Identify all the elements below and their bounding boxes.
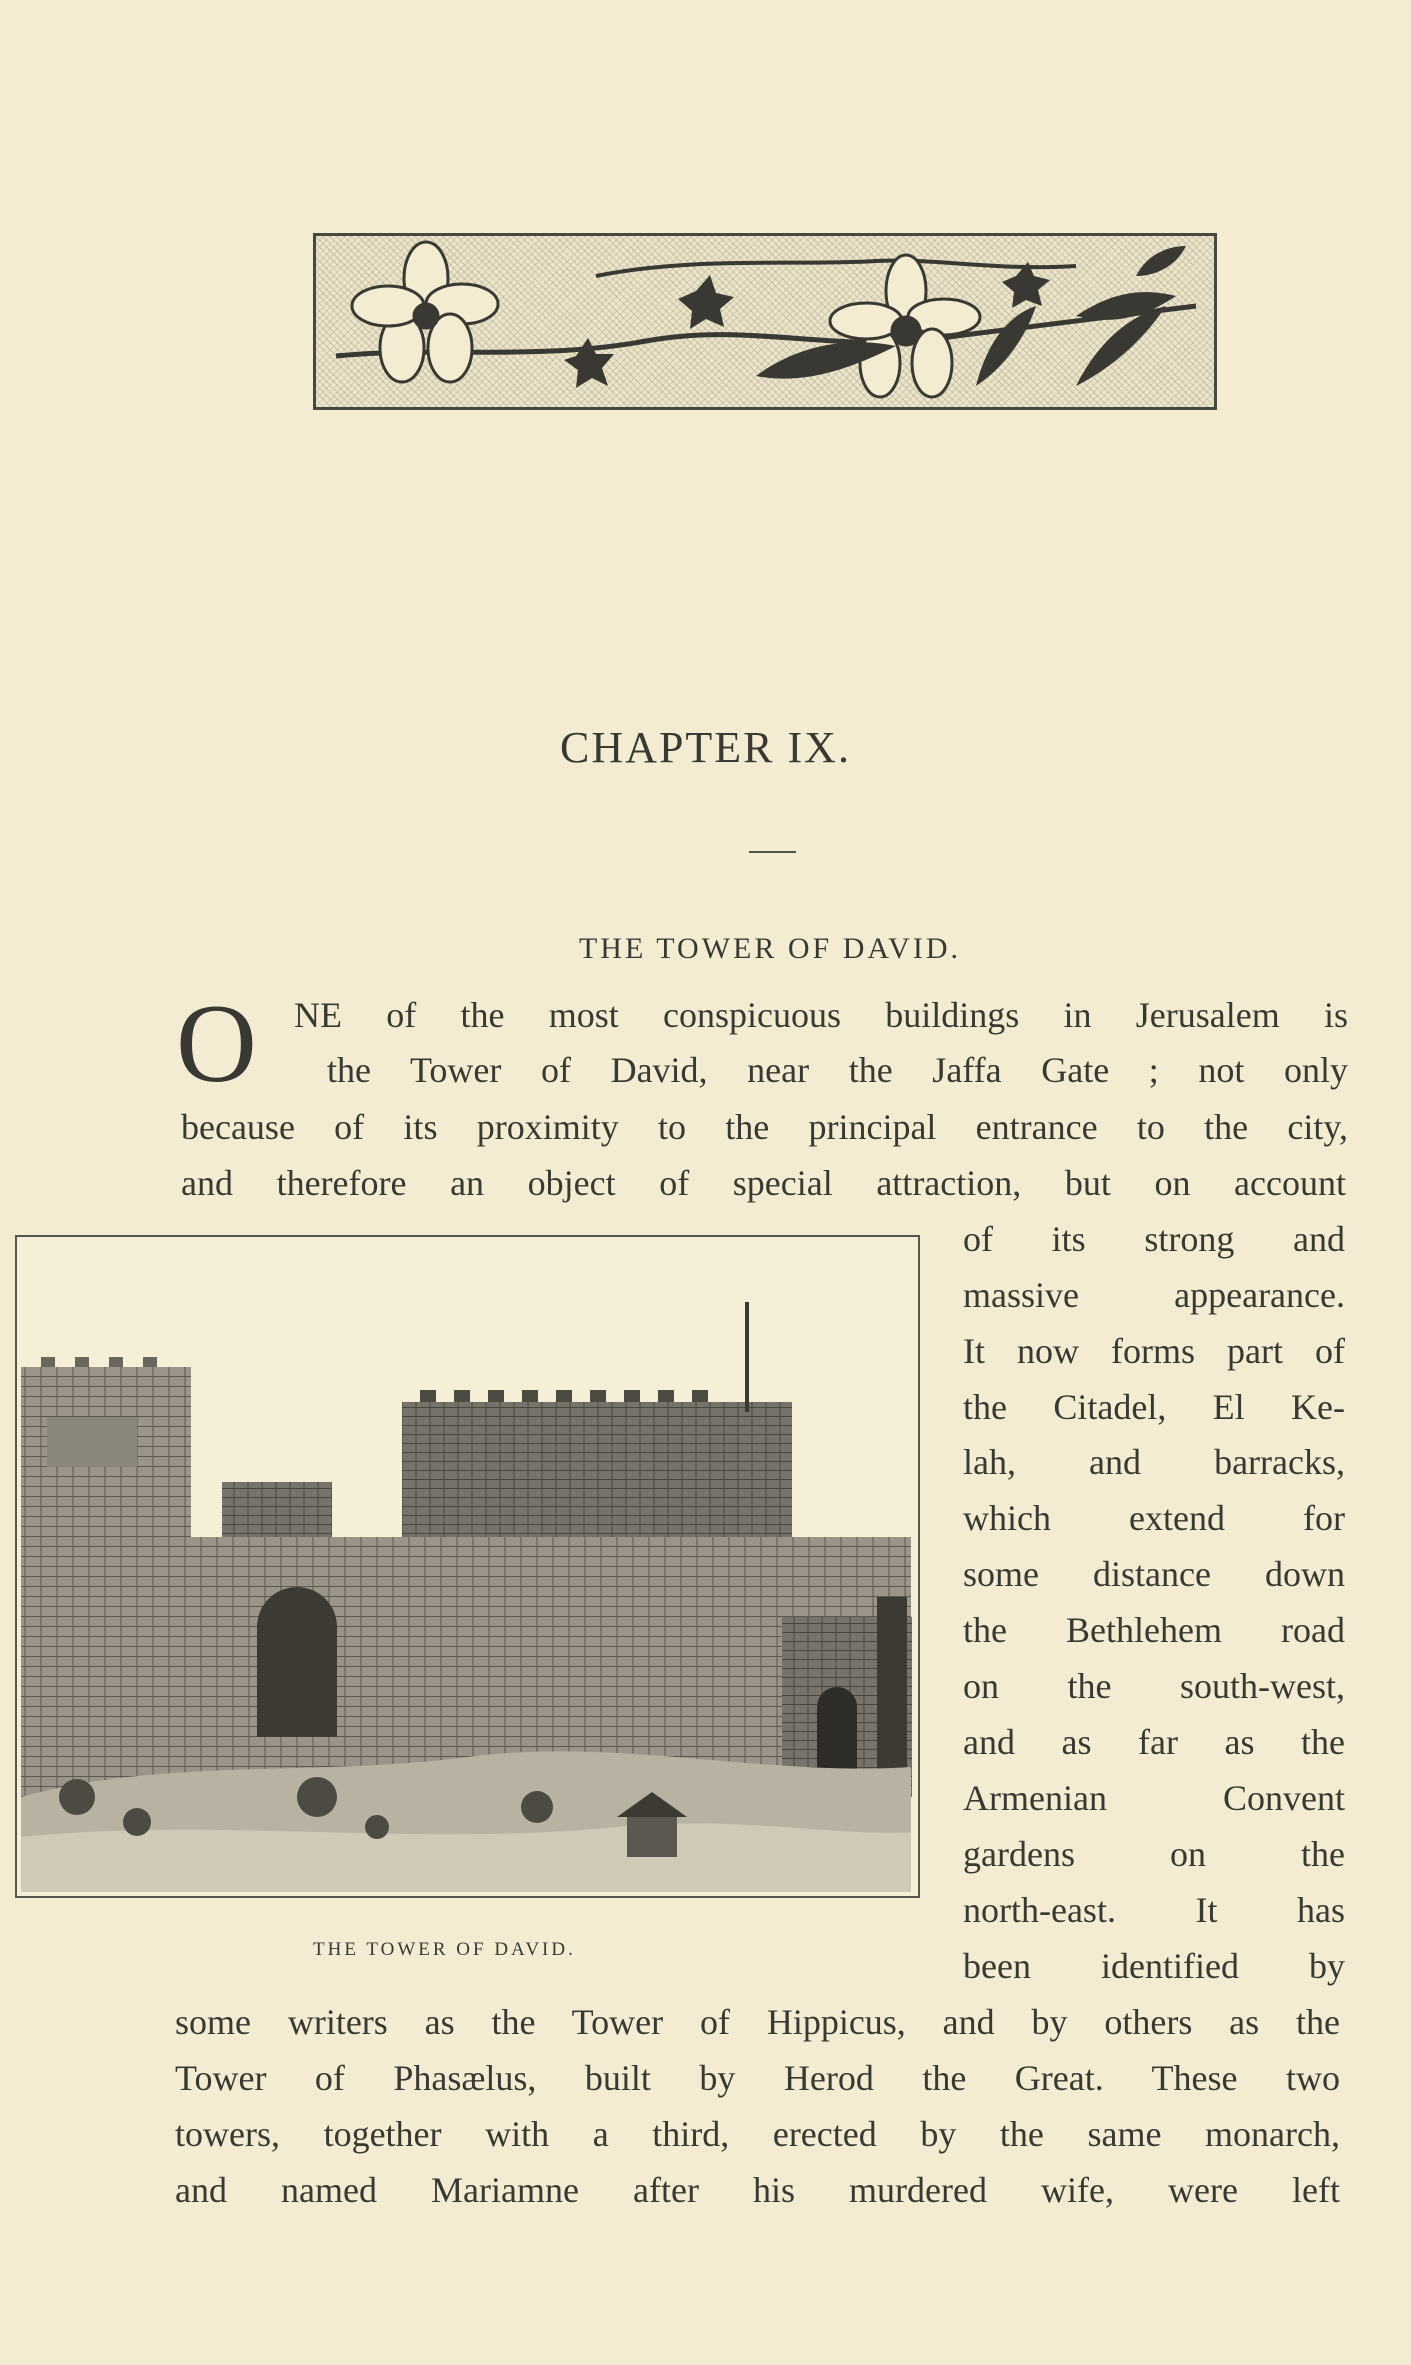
- body-line: some distance down: [963, 1554, 1345, 1594]
- body-line: and as far as the: [963, 1722, 1345, 1762]
- flower-vine-icon: [316, 236, 1214, 407]
- body-line: Tower of Phasælus, built by Herod the Great. These two: [175, 2058, 1340, 2098]
- section-title: THE TOWER OF DAVID.: [578, 932, 961, 965]
- body-line: the Bethlehem road: [963, 1610, 1345, 1650]
- body-line: and named Mariamne after his murdered wife, were left: [175, 2170, 1340, 2210]
- title-divider: [749, 851, 796, 853]
- body-line: Armenian Convent: [963, 1778, 1345, 1818]
- body-line: of its strong and: [963, 1219, 1345, 1259]
- tower-of-david-illustration: [15, 1235, 920, 1898]
- body-line: north-east. It has: [963, 1890, 1345, 1930]
- body-line: the Tower of David, near the Jaffa Gate ; not only: [327, 1050, 1348, 1090]
- drop-cap: O: [176, 982, 257, 1106]
- body-line: lah, and barracks,: [963, 1442, 1345, 1482]
- body-line: the Citadel, El Ke-: [963, 1387, 1345, 1427]
- body-line: been identified by: [963, 1946, 1345, 1986]
- body-line: massive appearance.: [963, 1275, 1345, 1315]
- body-line: which extend for: [963, 1498, 1345, 1538]
- tower-engraving-icon: [17, 1237, 918, 1896]
- chapter-title: CHAPTER IX.: [560, 723, 851, 772]
- body-line: on the south-west,: [963, 1666, 1345, 1706]
- floral-headpiece-ornament: [313, 233, 1217, 410]
- illustration-caption: THE TOWER OF DAVID.: [313, 1939, 576, 1960]
- body-line: and therefore an object of special attraction, but on account: [181, 1163, 1346, 1203]
- body-line: gardens on the: [963, 1834, 1345, 1874]
- body-line: NE of the most conspicuous buildings in Jerusalem is: [294, 995, 1348, 1035]
- body-line: some writers as the Tower of Hippicus, and by others as the: [175, 2002, 1340, 2042]
- body-line: because of its proximity to the principal entrance to the city,: [181, 1107, 1348, 1147]
- body-line: It now forms part of: [963, 1331, 1345, 1371]
- body-line: towers, together with a third, erected by the same monarch,: [175, 2114, 1340, 2154]
